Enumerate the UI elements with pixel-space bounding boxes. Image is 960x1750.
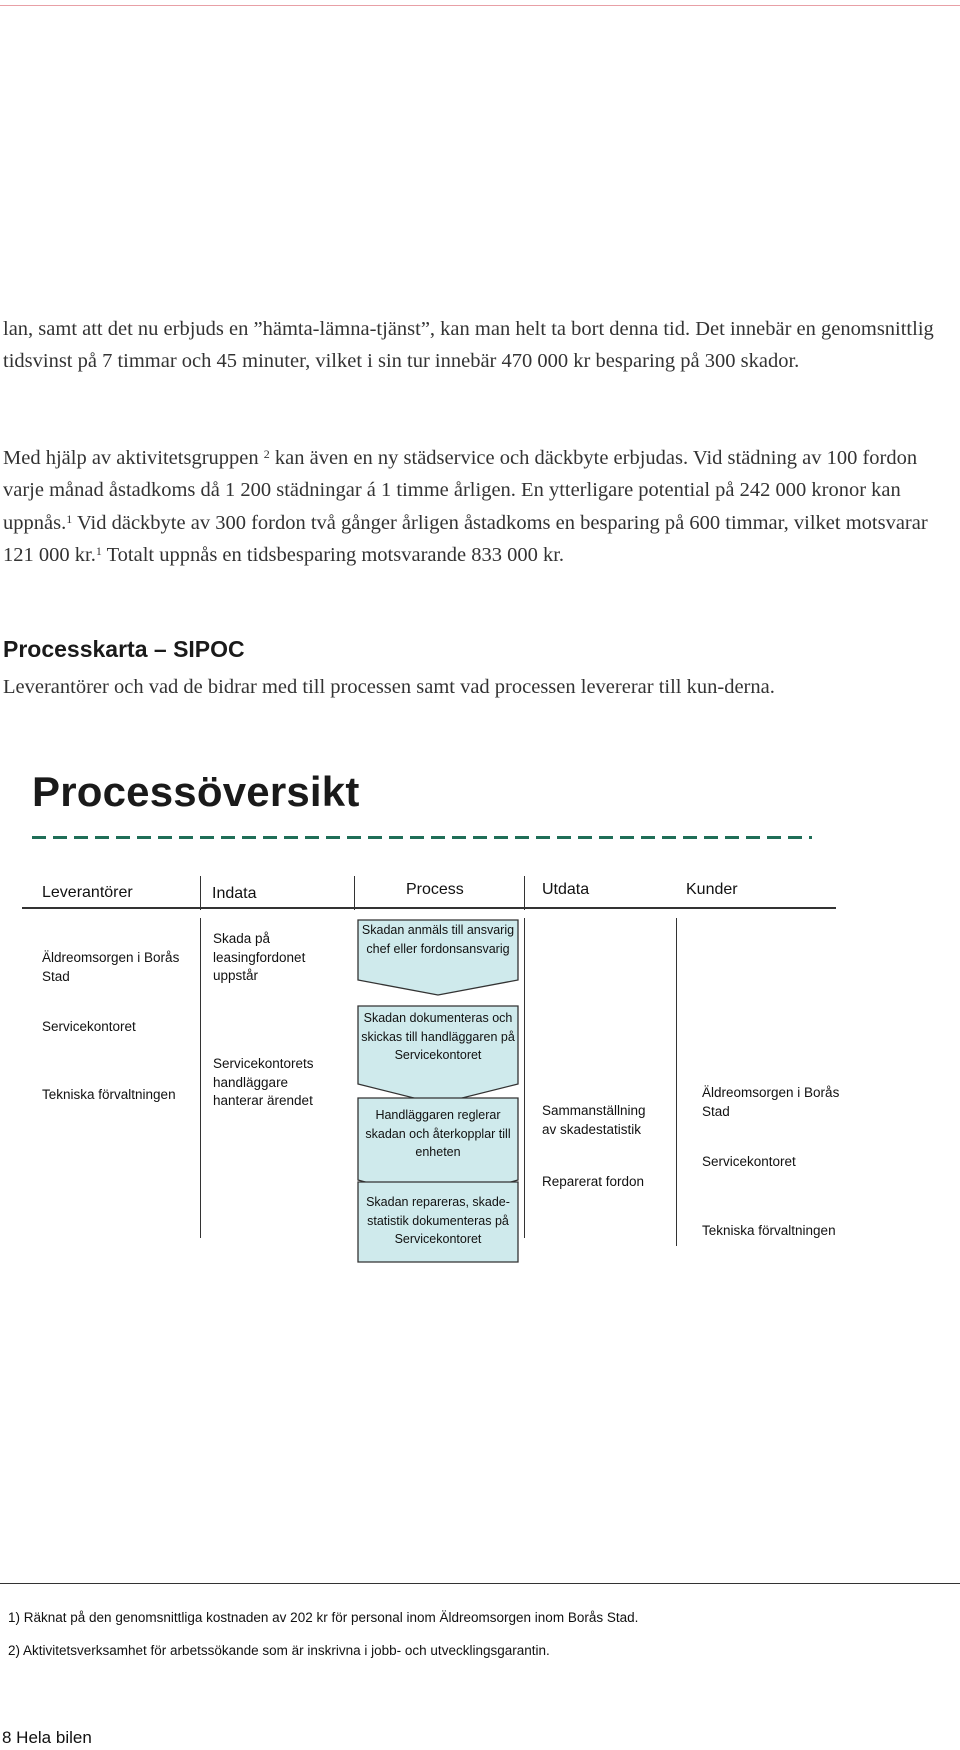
section-subtitle: Leverantörer och vad de bidrar med till processen samt vad processen levererar till kun-derna. [3,676,775,698]
process-step-1: Skadan anmäls till ansvarig chef eller fordonsansvarig [361,923,515,956]
p2-part-d: Totalt uppnås en tidsbesparing motsvarande 833 000 kr. [101,544,565,567]
header-inputs: Indata [212,885,257,902]
header-divider-3 [524,876,525,910]
footnote-2: 2) Aktivitetsverksamhet för arbetssökande som är inskrivna i jobb- och utvecklingsgarantin. [8,1643,550,1658]
supplier-item: Servicekontoret [42,1019,136,1034]
supplier-item: Äldreomsorgen i Borås Stad [42,950,180,984]
header-suppliers: Leverantörer [42,884,133,901]
output-item: Reparerat fordon [542,1174,645,1189]
customer-item: Äldreomsorgen i Borås Stad [702,1085,840,1119]
process-step-4: Skadan repareras, skade-statistik dokumenteras på Servicekontoret [366,1195,510,1246]
page-number-label: 8 Hela bilen [2,1728,92,1747]
customer-item: Servicekontoret [702,1154,796,1169]
footnote-ref-1b: 1 [95,544,102,559]
header-outputs: Utdata [542,881,590,898]
header-underline [22,907,836,909]
footnote-ref-2: 2 [263,447,270,461]
body-paragraph-2 [3,442,958,572]
footnote-1: 1) Räknat på den genomsnittliga kostnaden av 202 kr för personal inom Äldreomsorgen inom Borås Stad. [8,1610,639,1625]
p2-part-b: kan även en ny städservice och däckbyte erbjudas. Vid städning av 100 fordon varje månad åstadkoms då 1 200 städningar á 1 timme årligen. En ytterligare potential på 242 000 kronor kan uppnås. [3,447,918,534]
section-title: Processkarta – SIPOC [3,636,245,662]
header-divider-2 [354,876,355,910]
title-dashed-line [32,836,812,839]
p2-part-c: Vid däckbyte av 300 fordon två gånger årligen åstadkoms en besparing på 600 timmar, vilket motsvarar 121 000 kr. [3,511,928,567]
column-divider-4 [676,918,677,1246]
column-divider-1 [200,918,201,1238]
top-rule [0,5,960,6]
footnote-rule [0,1583,960,1584]
diagram-title: Processöversikt [32,768,360,815]
output-item: Sammanställning av skadestatistik [542,1103,646,1137]
header-process: Process [406,881,464,898]
body-paragraph-1: lan, samt att det nu erbjuds en ”hämta-lämna-tjänst”, kan man helt ta bort denna tid. Det innebär en genomsnittlig tidsvinst på 7 timmar och 45 minuter, vilket i sin tur innebär 470 000 kr besparing på 300 skador. [3,318,934,373]
column-divider-3 [524,918,525,1238]
footnote-ref-1: 1 [66,511,73,526]
input-item: Skada på leasingfordonet uppstår [213,931,306,983]
header-customers: Kunder [686,881,738,898]
process-step-3: Handläggaren reglerar skadan och återkopplar till enheten [365,1108,511,1159]
supplier-item: Tekniska förvaltningen [42,1087,176,1102]
p2-part-a: Med hjälp av aktivitetsgruppen [3,447,264,469]
customer-item: Tekniska förvaltningen [702,1223,836,1238]
input-item: Servicekontorets handläggare hanterar ärendet [213,1056,314,1108]
process-step-2: Skadan dokumenteras och skickas till handläggaren på Servicekontoret [361,1011,515,1062]
header-divider-1 [200,876,201,910]
